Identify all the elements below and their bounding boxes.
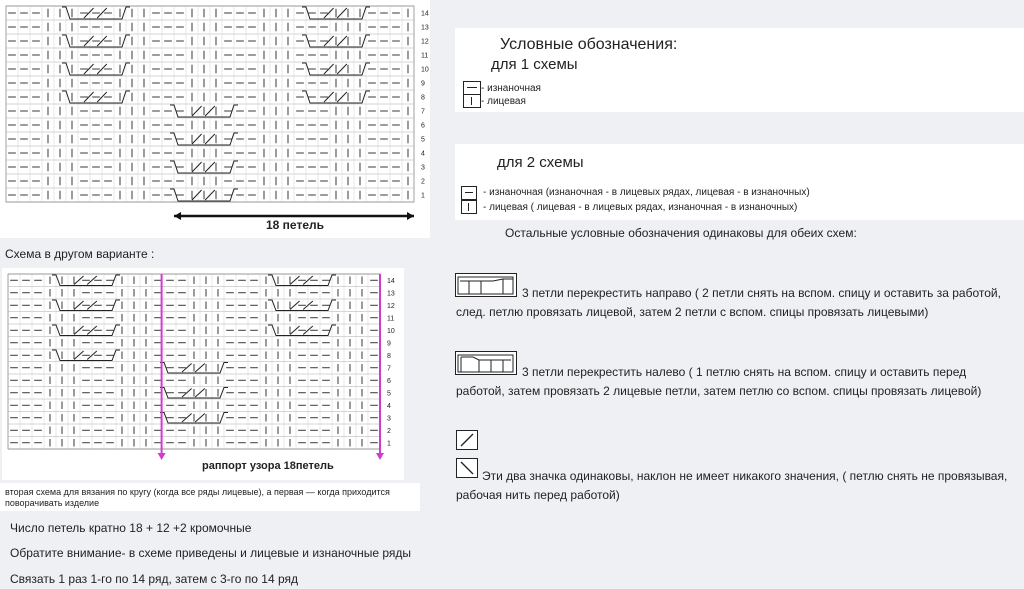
repeat-marker-arrow (158, 453, 166, 460)
row-number: 2 (387, 427, 391, 435)
row-number: 2 (421, 178, 425, 186)
knit-symbol-icon (463, 94, 481, 108)
scheme2-intro: Схема в другом варианте : (5, 247, 155, 261)
cross-left-text-1: 3 петли перекрестить налево ( 1 петлю снять на вспом. спицу и оставить перед (522, 365, 967, 379)
row-number: 7 (421, 108, 425, 116)
row-number: 14 (387, 277, 395, 285)
width-arrow-head-left (174, 212, 181, 220)
row-number: 6 (387, 377, 391, 385)
legend1-title: Условные обозначения: (500, 36, 678, 53)
scheme2-chart (2, 268, 404, 480)
cross-left-icon (455, 351, 517, 375)
purl-symbol-icon (461, 186, 477, 200)
width-arrow-head-right (407, 212, 414, 220)
knit-symbol-icon (461, 200, 477, 214)
slip-text-2: рабочая нить перед работой) (456, 488, 620, 502)
scheme1-chart (0, 0, 430, 238)
slip-stitch-right-icon (456, 430, 478, 450)
legend2-purl: - изнаночная (изнаночная - в лицевых рядах, лицевая - в изнаночных) (483, 187, 810, 198)
instruction-line-1: Число петель кратно 18 + 12 +2 кромочные (10, 521, 252, 535)
legend1-subtitle: для 1 схемы (491, 56, 578, 73)
row-number: 8 (387, 352, 391, 360)
purl-symbol-icon (463, 81, 481, 95)
cross-right-text-2: след. петлю провязать лицевой, затем 2 петли с вспом. спицы провязать лицевыми) (456, 305, 929, 319)
legend2-knit: - лицевая ( лицевая - в лицевых рядах, изнаночная - в изнаночных) (483, 202, 798, 213)
repeat-marker-arrow (376, 453, 384, 460)
scheme2-note-panel (0, 483, 420, 511)
scheme1-panel (0, 0, 430, 238)
scheme1-width-label: 18 петель (266, 218, 324, 232)
instruction-line-3: Связать 1 раз 1-го по 14 ряд, затем с 3-го по 14 ряд (10, 572, 299, 586)
common-note: Остальные условные обозначения одинаковы для обеих схем: (505, 226, 857, 240)
cross-left-text-2: работой, затем провязать 2 лицевые петли, затем петлю со вспом. спицы провязать лицевой) (456, 384, 982, 398)
row-number: 5 (387, 390, 391, 398)
row-number: 5 (421, 136, 425, 144)
cross-right-icon (455, 273, 517, 297)
instruction-line-2: Обратите внимание- в схеме приведены и лицевые и изнаночные ряды (10, 546, 412, 560)
row-number: 4 (421, 150, 425, 158)
row-number: 10 (421, 66, 429, 74)
scheme2-repeat-label: раппорт узора 18петель (202, 460, 334, 472)
legend1-knit: - лицевая (481, 96, 526, 107)
scheme2-note: вторая схема для вязания по кругу (когда все ряды лицевые), а первая — когда приходится поворачивать изделие (5, 487, 390, 508)
cross-right-text-1: 3 петли перекрестить направо ( 2 петли снять на вспом. спицу и оставить за работой, (522, 286, 1001, 300)
row-number: 13 (421, 24, 429, 32)
row-number: 3 (421, 164, 425, 172)
legend2-panel (455, 144, 1024, 220)
scheme2-panel (2, 268, 404, 480)
legend2-subtitle: для 2 схемы (497, 154, 584, 171)
row-number: 11 (387, 315, 395, 323)
row-number: 10 (387, 327, 395, 335)
slip-stitch-left-icon (456, 458, 478, 478)
row-number: 4 (387, 402, 391, 410)
legend1-panel (455, 28, 1024, 112)
row-number: 11 (421, 52, 429, 60)
row-number: 13 (387, 290, 395, 298)
row-number: 1 (387, 440, 391, 448)
row-number: 12 (421, 38, 429, 46)
row-number: 14 (421, 10, 429, 18)
row-number: 3 (387, 415, 391, 423)
row-number: 9 (387, 340, 391, 348)
row-number: 12 (387, 302, 395, 310)
row-number: 1 (421, 192, 425, 200)
row-number: 8 (421, 94, 425, 102)
row-number: 9 (421, 80, 425, 88)
slip-text-1: Эти два значка одинаковы, наклон не имеет никакого значения, ( петлю снять не провязывая, (482, 469, 1008, 483)
legend1-purl: - изнаночная (481, 83, 541, 94)
row-number: 7 (387, 365, 391, 373)
row-number: 6 (421, 122, 425, 130)
